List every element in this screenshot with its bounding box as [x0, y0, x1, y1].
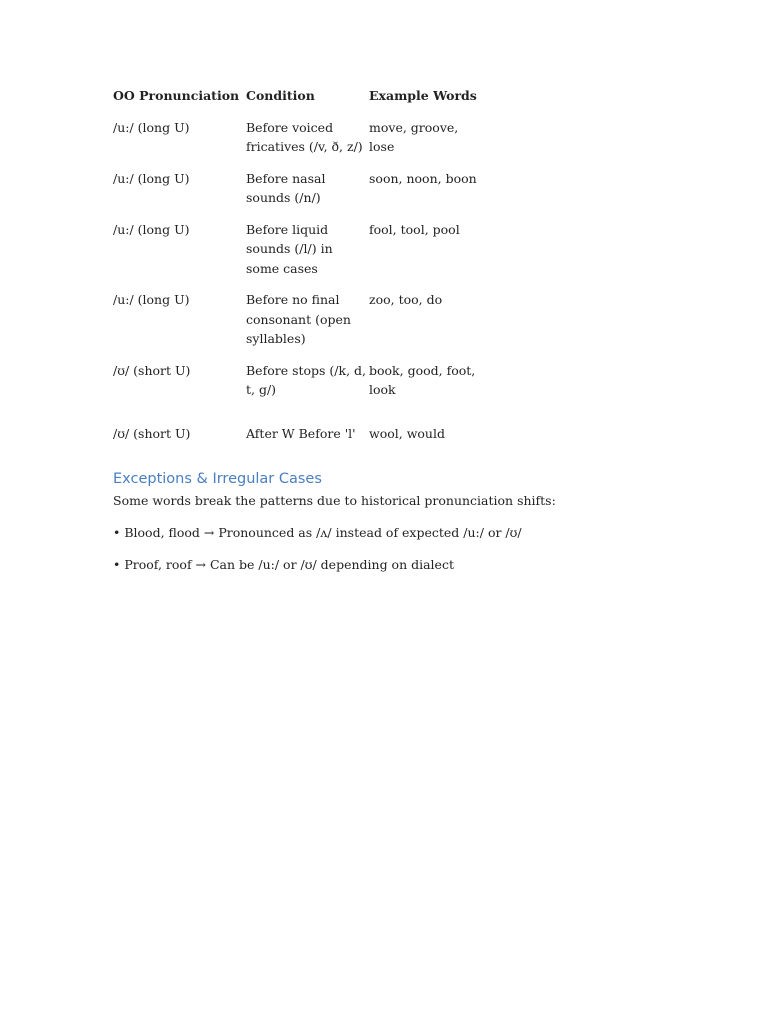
cell-examples: move, groove, lose	[369, 119, 459, 154]
column-header-pronunciation: OO Pronunciation	[113, 88, 240, 103]
cell-examples: wool, would	[369, 425, 445, 441]
content	[113, 86, 673, 574]
cell-pronunciation: /ʊ/ (short U)	[113, 362, 191, 378]
list-item: • Blood, flood → Pronounced as /ʌ/ instead of expected /u:/ or /ʊ/	[113, 525, 522, 540]
table-row	[113, 424, 479, 456]
cell-condition: Before liquid sounds (/l/) in some cases	[246, 221, 333, 276]
cell-pronunciation: /ʊ/ (short U)	[113, 425, 191, 441]
table-row	[113, 169, 479, 220]
column-header-condition: Condition	[246, 88, 315, 103]
cell-pronunciation: /u:/ (long U)	[113, 170, 190, 186]
table-row	[113, 220, 479, 291]
table-row	[113, 361, 479, 424]
cell-condition: Before nasal sounds (/n/)	[246, 170, 326, 205]
pronunciation-table	[113, 86, 479, 455]
cell-pronunciation: /u:/ (long U)	[113, 119, 190, 135]
column-header-examples: Example Words	[369, 88, 477, 103]
cell-examples: fool, tool, pool	[369, 221, 460, 237]
cell-examples: zoo, too, do	[369, 292, 443, 307]
cell-examples: book, good, foot, look	[369, 362, 476, 397]
cell-condition: Before voiced fricatives (/v, ð, z/)	[246, 119, 363, 154]
cell-pronunciation: /u:/ (long U)	[113, 292, 190, 307]
table-header-row	[113, 86, 479, 118]
exceptions-heading: Exceptions & Irregular Cases	[113, 471, 322, 487]
table-row	[113, 290, 479, 361]
cell-pronunciation: /u:/ (long U)	[113, 221, 190, 237]
exceptions-intro: Some words break the patterns due to historical pronunciation shifts:	[113, 493, 556, 508]
cell-condition: After W Before 'l'	[246, 425, 356, 441]
cell-condition: Before stops (/k, d, t, g/)	[246, 362, 367, 397]
cell-condition: Before no final consonant (open syllables)	[246, 292, 351, 346]
table-row	[113, 118, 479, 169]
list-item: • Proof, roof → Can be /u:/ or /ʊ/ depending on dialect	[113, 557, 454, 572]
cell-examples: soon, noon, boon	[369, 170, 477, 186]
